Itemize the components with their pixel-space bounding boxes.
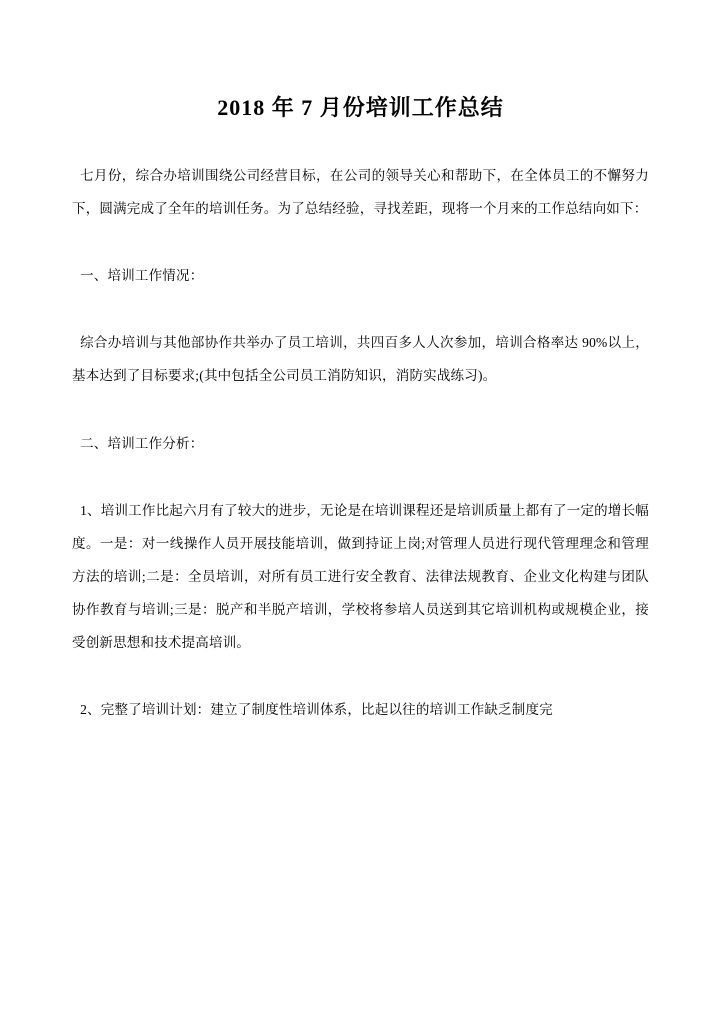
paragraph-spacer [72,659,649,693]
paragraph-intro: 七月份，综合办培训围绕公司经营目标，在公司的领导关心和帮助下，在全体员工的不懈努力下，圆满完成了全年的培训任务。为了总结经验，寻找差距，现将一个月来的工作总结向如下： [72,168,649,217]
paragraph-spacer [72,225,649,259]
paragraph-spacer [72,460,649,494]
paragraph-spacer [72,292,649,326]
page-title: 2018 年 7 月份培训工作总结 [217,95,504,120]
heading-section-one: 一、培训工作情况： [80,268,204,284]
paragraph-section-one-body: 综合办培训与其他部协作共举办了员工培训，共四百多人人次参加，培训合格率达 90%以上，基本达到了目标要求;(其中包括全公司员工消防知识，消防实战练习)。 [72,335,649,384]
document-body [72,159,649,726]
paragraph-section-two-item-1: 1、培训工作比起六月有了较大的进步，无论是在培训课程还是培训质量上都有了一定的增长幅度。一是：对一线操作人员开展技能培训，做到持证上岗;对管理人员进行现代管理理念和管理方法的培训;二是：全员培训，对所有员工进行安全教育、法律法规教育、企业文化构建与团队协作教育与培训;三是：脱产和半脱产培训，学校将参培人员送到其它培训机构或规模企业，接受创新思想和技术提高培训。 [72,502,649,650]
heading-section-two: 二、培训工作分析： [80,435,204,451]
paragraph-section-two-item-2: 2、完整了培训计划：建立了制度性培训体系，比起以往的培训工作缺乏制度完 [80,701,553,717]
paragraph-spacer [72,393,649,427]
